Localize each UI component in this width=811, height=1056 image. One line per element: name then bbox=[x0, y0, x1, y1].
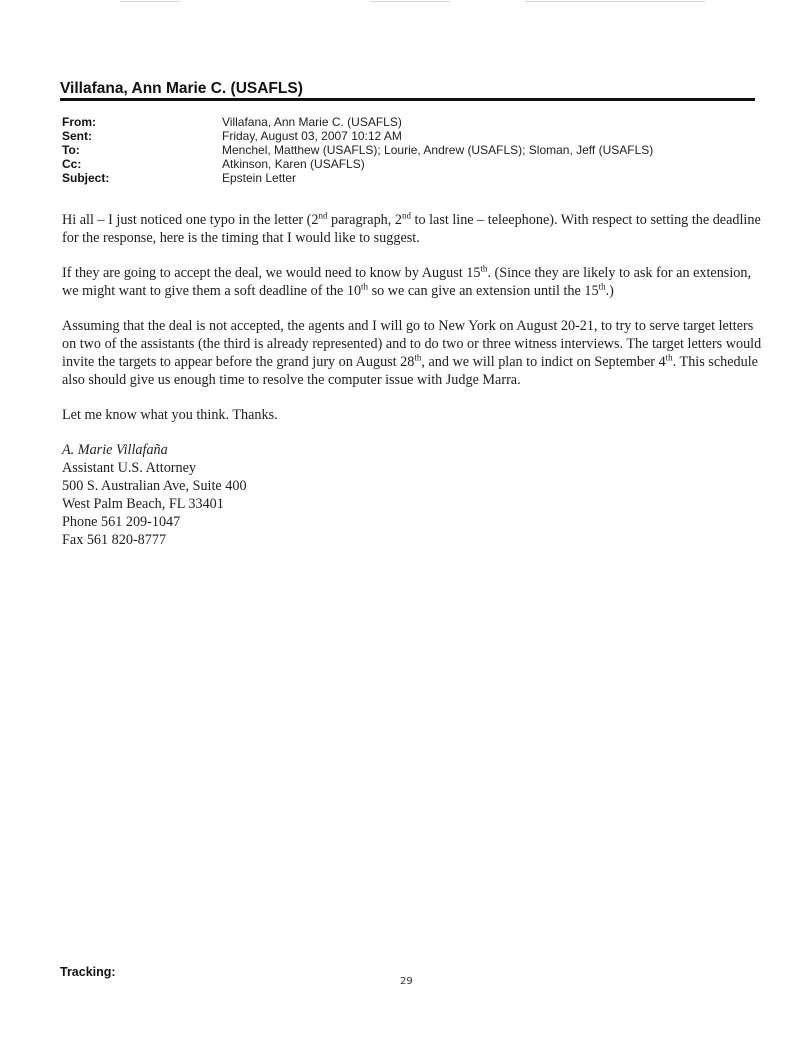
signature-address-line-1: 500 S. Australian Ave, Suite 400 bbox=[62, 478, 247, 494]
ordinal-suffix: th bbox=[665, 352, 673, 363]
email-metadata bbox=[62, 115, 653, 185]
signature-phone: Phone 561 209-1047 bbox=[62, 514, 181, 530]
body-paragraph-4: Let me know what you think. Thanks. bbox=[62, 407, 278, 423]
to-value: Menchel, Matthew (USAFLS); Lourie, Andrew (USAFLS); Sloman, Jeff (USAFLS) bbox=[222, 143, 654, 157]
text-segment: . (Since they are likely to ask for an extension, we might want to give them a soft deadline of the 10 bbox=[62, 265, 752, 299]
text-segment: , and we will plan to indict on September 4 bbox=[421, 354, 666, 370]
text-segment: Hi all – I just noticed one typo in the letter (2 bbox=[62, 212, 319, 228]
subject-label: Subject: bbox=[62, 171, 110, 185]
page-number: 29 bbox=[400, 976, 413, 987]
signature-title: Assistant U.S. Attorney bbox=[62, 460, 196, 476]
ordinal-suffix: th bbox=[598, 281, 606, 292]
signature-fax: Fax 561 820-8777 bbox=[62, 532, 167, 548]
ordinal-suffix: th bbox=[361, 281, 369, 292]
from-value: Villafana, Ann Marie C. (USAFLS) bbox=[222, 115, 402, 129]
subject-value: Epstein Letter bbox=[222, 171, 297, 185]
signature-block bbox=[62, 441, 762, 549]
header-divider bbox=[60, 98, 755, 101]
body-paragraph-2 bbox=[62, 264, 762, 300]
from-row bbox=[62, 115, 653, 129]
text-segment: .) bbox=[605, 283, 614, 299]
email-header-title: Villafana, Ann Marie C. (USAFLS) bbox=[60, 80, 303, 97]
scan-artifact bbox=[370, 1, 450, 2]
body-paragraph-3 bbox=[62, 317, 762, 389]
sent-label: Sent: bbox=[62, 129, 92, 143]
scan-artifact bbox=[525, 1, 705, 2]
sent-value: Friday, August 03, 2007 10:12 AM bbox=[222, 129, 402, 143]
text-segment: so we can give an extension until the 15 bbox=[368, 283, 599, 299]
signature-address-line-2: West Palm Beach, FL 33401 bbox=[62, 496, 224, 512]
cc-value: Atkinson, Karen (USAFLS) bbox=[222, 157, 365, 171]
scan-artifact bbox=[120, 1, 180, 2]
to-label: To: bbox=[62, 143, 80, 157]
cc-row bbox=[62, 157, 653, 171]
ordinal-suffix: nd bbox=[401, 210, 411, 221]
text-segment: to last line – teleephone). With respect to setting the deadline for the response, here is the timing that I would like to suggest. bbox=[62, 212, 761, 246]
email-body bbox=[62, 211, 762, 549]
subject-row bbox=[62, 171, 653, 185]
tracking-label: Tracking: bbox=[60, 965, 116, 979]
ordinal-suffix: th bbox=[480, 263, 488, 274]
to-row bbox=[62, 143, 653, 157]
from-label: From: bbox=[62, 115, 96, 129]
body-paragraph-1 bbox=[62, 211, 762, 247]
text-segment: Assuming that the deal is not accepted, the agents and I will go to New York on August 20-21, to try to serve target letters on two of the assistants (the third is already represented) and to do two or three witness interviews. The target letters would invite the targets to appear before the grand jury on August 28 bbox=[62, 318, 762, 370]
sent-row bbox=[62, 129, 653, 143]
signature-name: A. Marie Villafaña bbox=[62, 442, 168, 458]
text-segment: paragraph, 2 bbox=[327, 212, 402, 228]
ordinal-suffix: th bbox=[414, 352, 422, 363]
text-segment: . This schedule also should give us enough time to resolve the computer issue with Judge Marra. bbox=[62, 354, 758, 388]
cc-label: Cc: bbox=[62, 157, 82, 171]
text-segment: If they are going to accept the deal, we would need to know by August 15 bbox=[62, 265, 481, 281]
ordinal-suffix: nd bbox=[318, 210, 328, 221]
